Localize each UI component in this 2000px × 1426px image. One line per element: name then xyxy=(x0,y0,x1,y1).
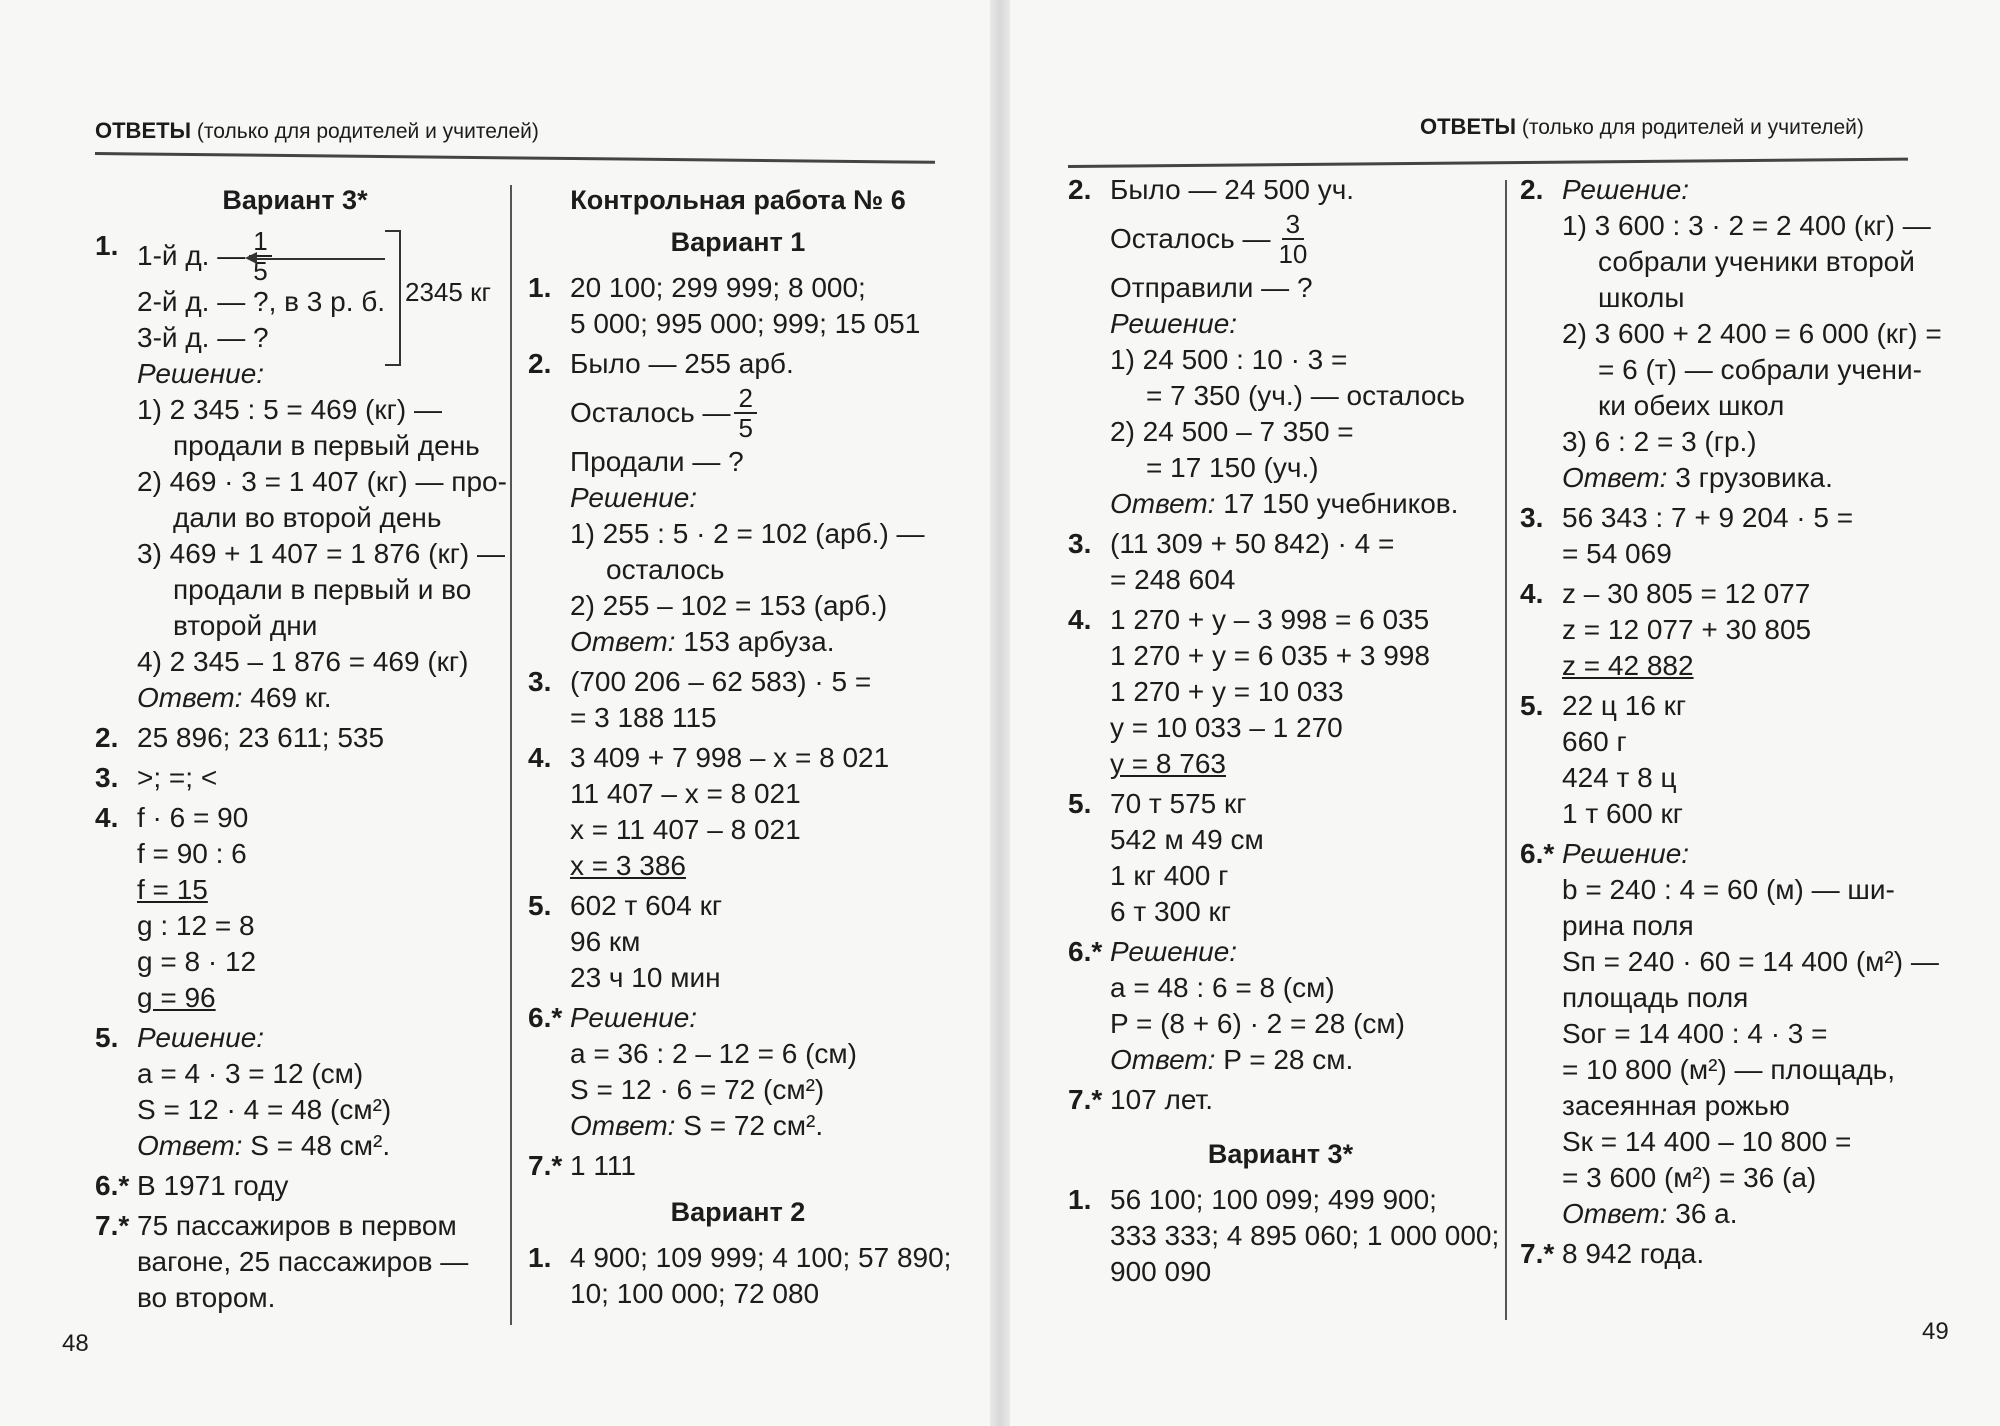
eq-line: x = 11 407 – 8 021 xyxy=(570,814,801,845)
given-remaining: Осталось — xyxy=(1110,223,1271,254)
problem-2 xyxy=(95,720,495,756)
answer-value: 17 150 учебников. xyxy=(1215,488,1459,519)
expr-line: = 248 604 xyxy=(1110,564,1236,595)
answer xyxy=(137,1128,495,1164)
problem-number: 6.* xyxy=(1520,838,1555,869)
problem-4 xyxy=(528,740,948,884)
expr-line: (11 309 + 50 842) · 4 = xyxy=(1110,528,1395,559)
problem-7 xyxy=(528,1148,948,1184)
answer-line: 20 100; 299 999; 8 000; xyxy=(570,272,866,303)
eq-line: z – 30 805 = 12 077 xyxy=(1562,578,1811,609)
answer-line: 23 ч 10 мин xyxy=(570,962,721,993)
header-rest: (только для родителей и учителей) xyxy=(191,120,539,143)
answer-text: В 1971 году xyxy=(137,1170,289,1201)
solution-label: Решение: xyxy=(1110,936,1238,967)
expr-line: 56 343 : 7 + 9 204 · 5 = xyxy=(1562,502,1854,533)
divider-right xyxy=(1505,180,1507,1320)
eq-line: 1 270 + y = 10 033 xyxy=(1110,676,1344,707)
problem-5 xyxy=(95,1020,495,1164)
problem-4 xyxy=(95,800,495,1016)
step: 3) 469 + 1 407 = 1 876 (кг) — xyxy=(137,538,506,569)
step: b = 240 : 4 = 60 (м) — ши- xyxy=(1562,874,1895,905)
problem-number: 3. xyxy=(1520,502,1544,533)
problem-5 xyxy=(1068,786,1493,930)
solution-label: Решение: xyxy=(1562,838,1690,869)
step: Sк = 14 400 – 10 800 = xyxy=(1562,1126,1852,1157)
step: 2) 24 500 – 7 350 = xyxy=(1110,416,1354,447)
eq-line: 1 270 + y = 6 035 + 3 998 xyxy=(1110,640,1430,671)
problem-3 xyxy=(95,760,495,796)
problem-3 xyxy=(1520,500,1940,572)
problem-number: 1. xyxy=(1068,1184,1092,1215)
given-line: Продали — ? xyxy=(570,446,744,477)
problem-number: 2. xyxy=(1068,174,1092,205)
problem-6 xyxy=(528,1000,948,1144)
problem-1 xyxy=(528,270,948,342)
variant-title: Вариант 3* xyxy=(1207,1139,1354,1169)
step: Sп = 240 · 60 = 14 400 (м²) — xyxy=(1562,946,1939,977)
problem-number: 3. xyxy=(1068,528,1092,559)
answer-line: 70 т 575 кг xyxy=(1110,788,1247,819)
problem-7 xyxy=(1520,1236,1940,1272)
answer-line: 333 333; 4 895 060; 1 000 000; xyxy=(1110,1220,1500,1251)
answer-line: 900 090 xyxy=(1110,1256,1212,1287)
page-number-right: 49 xyxy=(1922,1318,1949,1345)
answer-label: Ответ: xyxy=(1110,1044,1216,1075)
problem-number: 1. xyxy=(528,272,552,303)
problem-2 xyxy=(1520,172,1940,496)
step-cont: школы xyxy=(1598,282,1685,313)
eq-line: 1 270 + y – 3 998 = 6 035 xyxy=(1110,604,1430,635)
expr-line: = 54 069 xyxy=(1562,538,1672,569)
given-line: Было — 24 500 уч. xyxy=(1110,174,1355,205)
eq-result: y = 8 763 xyxy=(1110,748,1226,779)
step: 2) 3 600 + 2 400 = 6 000 (кг) = xyxy=(1562,318,1942,349)
step-cont: осталось xyxy=(606,554,725,585)
answer-label: Ответ: xyxy=(1562,462,1668,493)
answer-value: 3 грузовика. xyxy=(1667,462,1833,493)
answer xyxy=(570,1108,948,1144)
problem-number: 5. xyxy=(1068,788,1092,819)
step: 3) 6 : 2 = 3 (гр.) xyxy=(1562,426,1757,457)
problem-6 xyxy=(95,1168,495,1204)
answer-line: 4 900; 109 999; 4 100; 57 890; xyxy=(570,1242,952,1273)
problem-number: 5. xyxy=(528,890,552,921)
problem-number: 1. xyxy=(95,230,119,261)
answer-text: 1 111 xyxy=(570,1150,636,1181)
answer-label: Ответ: xyxy=(570,626,676,657)
problem-number: 7.* xyxy=(1068,1084,1103,1115)
answer xyxy=(137,680,495,716)
step: P = (8 + 6) · 2 = 28 (см) xyxy=(1110,1008,1405,1039)
answer-line: 424 т 8 ц xyxy=(1562,762,1677,793)
header-bold: ОТВЕТЫ xyxy=(1420,114,1517,139)
given-line: Было — 255 арб. xyxy=(570,348,794,379)
eq-result: f = 15 xyxy=(137,874,208,905)
problem-7 xyxy=(1068,1082,1493,1118)
eq-line: f · 6 = 90 xyxy=(137,802,249,833)
answer-line: 5 000; 995 000; 999; 15 051 xyxy=(570,308,921,339)
answer-line: 75 пассажиров в первом xyxy=(137,1210,457,1241)
answer-line: 660 г xyxy=(1562,726,1627,757)
step-cont: = 7 350 (уч.) — осталось xyxy=(1146,380,1466,411)
step-cont: дали во второй день xyxy=(173,502,442,533)
problem-6 xyxy=(1068,934,1493,1078)
denominator: 5 xyxy=(253,256,268,286)
problem-number: 5. xyxy=(95,1022,119,1053)
answer xyxy=(1562,1196,1940,1232)
problem-number: 2. xyxy=(528,348,552,379)
problem-number: 6.* xyxy=(95,1170,130,1201)
right-header xyxy=(1420,114,1864,140)
given-day-1: 1-й д. — xyxy=(137,240,246,271)
answer-line: 10; 100 000; 72 080 xyxy=(570,1278,820,1309)
problem-number: 4. xyxy=(1520,578,1544,609)
step: S = 12 · 4 = 48 (см²) xyxy=(137,1094,392,1125)
column-2 xyxy=(528,178,952,1312)
eq-line: 11 407 – x = 8 021 xyxy=(570,778,801,809)
step: Sог = 14 400 : 4 · 3 = xyxy=(1562,1018,1828,1049)
eq-result: x = 3 386 xyxy=(570,850,686,881)
answer-text: 107 лет. xyxy=(1110,1084,1213,1115)
step: a = 4 · 3 = 12 (см) xyxy=(137,1058,364,1089)
header-rest: (только для родителей и учителей) xyxy=(1516,116,1864,139)
answer-line: 602 т 604 кг xyxy=(570,890,723,921)
fraction xyxy=(1274,210,1311,268)
problem-3 xyxy=(1068,526,1493,598)
problem-number: 4. xyxy=(528,742,552,773)
problem-number: 3. xyxy=(95,762,119,793)
problem-number: 4. xyxy=(1068,604,1092,635)
problem-5 xyxy=(528,888,948,996)
brace xyxy=(385,230,401,366)
step-cont: продали в первый день xyxy=(173,430,480,461)
column-3 xyxy=(1068,172,1500,1290)
arrow-line xyxy=(250,258,385,260)
answer-value: 153 арбуза. xyxy=(675,626,835,657)
given-line: Отправили — ? xyxy=(1110,272,1313,303)
column-4 xyxy=(1520,172,1940,1272)
problem-number: 2. xyxy=(1520,174,1544,205)
step-cont: = 10 800 (м²) — площадь, xyxy=(1562,1054,1896,1085)
step: a = 36 : 2 – 12 = 6 (см) xyxy=(570,1038,857,1069)
page-number-left: 48 xyxy=(62,1330,89,1357)
answer-value: P = 28 см. xyxy=(1215,1044,1354,1075)
step-cont: ки обеих школ xyxy=(1598,390,1785,421)
answer-label: Ответ: xyxy=(570,1110,676,1141)
given-line xyxy=(1110,208,1493,270)
step-cont: = 6 (т) — собрали учени- xyxy=(1598,354,1922,385)
answer-line: 542 м 49 см xyxy=(1110,824,1264,855)
solution-label: Решение: xyxy=(137,1022,265,1053)
answer xyxy=(1562,460,1940,496)
eq-line: z = 12 077 + 30 805 xyxy=(1562,614,1812,645)
step-cont: рина поля xyxy=(1562,910,1694,941)
problem-number: 7.* xyxy=(1520,1238,1555,1269)
answer-value: S = 48 см². xyxy=(242,1130,391,1161)
step: 1) 2 345 : 5 = 469 (кг) — xyxy=(137,394,442,425)
numerator: 1 xyxy=(249,227,271,257)
problem-2 xyxy=(528,346,948,660)
step-cont: засеянная рожью xyxy=(1562,1090,1790,1121)
solution-label: Решение: xyxy=(570,482,698,513)
arrow-head xyxy=(245,252,257,264)
given-day-2: 2-й д. — ?, в 3 р. б. xyxy=(137,286,386,317)
problem-number: 4. xyxy=(95,802,119,833)
answer-value: S = 72 см². xyxy=(675,1110,824,1141)
variant-title: Вариант 2 xyxy=(670,1197,806,1227)
book-fold xyxy=(990,0,1010,1426)
step: 2) 255 – 102 = 153 (арб.) xyxy=(570,590,888,621)
answer xyxy=(570,624,948,660)
problem-4 xyxy=(1520,576,1940,684)
eq-line: g : 12 = 8 xyxy=(137,910,255,941)
problem-number: 7.* xyxy=(95,1210,130,1241)
solution-label: Решение: xyxy=(570,1002,698,1033)
answer-line: 6 т 300 кг xyxy=(1110,896,1231,927)
answer-line: 22 ц 16 кг xyxy=(1562,690,1687,721)
eq-line: g = 8 · 12 xyxy=(137,946,257,977)
eq-line: 3 409 + 7 998 – x = 8 021 xyxy=(570,742,890,773)
problem-1 xyxy=(1068,1182,1500,1290)
total-mass: 2345 кг xyxy=(405,277,491,307)
answer xyxy=(1110,486,1493,522)
answer-line: 1 кг 400 г xyxy=(1110,860,1229,891)
step: 2) 469 · 3 = 1 407 (кг) — про- xyxy=(137,466,507,497)
problem-number: 6.* xyxy=(1068,936,1103,967)
step-cont: площадь поля xyxy=(1562,982,1749,1013)
eq-result: z = 42 882 xyxy=(1562,650,1694,681)
given-day-3: 3-й д. — ? xyxy=(137,322,269,353)
step-cont: = 17 150 (уч.) xyxy=(1146,452,1319,483)
answer-value: 36 а. xyxy=(1667,1198,1738,1229)
variant-title: Вариант 3* xyxy=(222,185,368,215)
answer-line: вагоне, 25 пассажиров — xyxy=(137,1246,469,1277)
answer-line: во втором. xyxy=(137,1282,276,1313)
numerator: 3 xyxy=(1282,210,1304,240)
eq-line: f = 90 : 6 xyxy=(137,838,247,869)
test-heading: Контрольная работа № 6 xyxy=(570,185,906,215)
answer-label: Ответ: xyxy=(1110,488,1216,519)
problem-number: 3. xyxy=(528,666,552,697)
answer-label: Ответ: xyxy=(1562,1198,1668,1229)
answer-label: Ответ: xyxy=(137,682,243,713)
problem-6 xyxy=(1520,836,1940,1232)
step: 1) 255 : 5 · 2 = 102 (арб.) — xyxy=(570,518,925,549)
given-line xyxy=(570,382,948,444)
step: a = 48 : 6 = 8 (см) xyxy=(1110,972,1335,1003)
answer-text: >; =; < xyxy=(137,762,218,793)
expr-line: (700 206 – 62 583) · 5 = xyxy=(570,666,872,697)
divider-left xyxy=(510,185,512,1325)
problem-number: 5. xyxy=(1520,690,1544,721)
answer-line: 56 100; 100 099; 499 900; xyxy=(1110,1184,1437,1215)
step: 4) 2 345 – 1 876 = 469 (кг) xyxy=(137,646,469,677)
expr-line: = 3 188 115 xyxy=(570,702,717,733)
step-cont: = 3 600 (м²) = 36 (а) xyxy=(1562,1162,1817,1193)
denominator: 5 xyxy=(738,413,753,443)
solution-label: Решение: xyxy=(137,358,265,389)
variant-title: Вариант 1 xyxy=(670,227,806,257)
answer-line: 1 т 600 кг xyxy=(1562,798,1683,829)
problem-number: 1. xyxy=(528,1242,552,1273)
problem-1 xyxy=(528,1240,952,1312)
numerator: 2 xyxy=(734,384,756,414)
column-1 xyxy=(95,178,507,1316)
denominator: 10 xyxy=(1278,239,1308,269)
problem-4 xyxy=(1068,602,1493,782)
eq-result: g = 96 xyxy=(137,982,216,1013)
step-cont: второй дни xyxy=(173,610,318,641)
problem-5 xyxy=(1520,688,1940,832)
header-bold: ОТВЕТЫ xyxy=(95,118,192,143)
eq-line: y = 10 033 – 1 270 xyxy=(1110,712,1343,743)
problem-number: 7.* xyxy=(528,1150,563,1181)
fraction xyxy=(734,384,756,442)
solution-label: Решение: xyxy=(1562,174,1690,205)
step: 1) 24 500 : 10 · 3 = xyxy=(1110,344,1348,375)
problem-2 xyxy=(1068,172,1493,522)
left-header xyxy=(95,118,539,144)
problem-number: 2. xyxy=(95,722,119,753)
answer-label: Ответ: xyxy=(137,1130,243,1161)
problem-number: 6.* xyxy=(528,1002,563,1033)
given-remaining: Осталось — xyxy=(570,397,731,428)
step: 1) 3 600 : 3 · 2 = 2 400 (кг) — xyxy=(1562,210,1931,241)
answer xyxy=(1110,1042,1493,1078)
answer-text: 25 896; 23 611; 535 xyxy=(137,722,385,753)
answer-value: 469 кг. xyxy=(242,682,332,713)
step-cont: продали в первый и во xyxy=(173,574,472,605)
solution-label: Решение: xyxy=(1110,308,1238,339)
step-cont: собрали ученики второй xyxy=(1598,246,1915,277)
problem-7 xyxy=(95,1208,495,1316)
answer-line: 96 км xyxy=(570,926,641,957)
problem-3 xyxy=(528,664,948,736)
step: S = 12 · 6 = 72 (см²) xyxy=(570,1074,825,1105)
answer-text: 8 942 года. xyxy=(1562,1238,1705,1269)
